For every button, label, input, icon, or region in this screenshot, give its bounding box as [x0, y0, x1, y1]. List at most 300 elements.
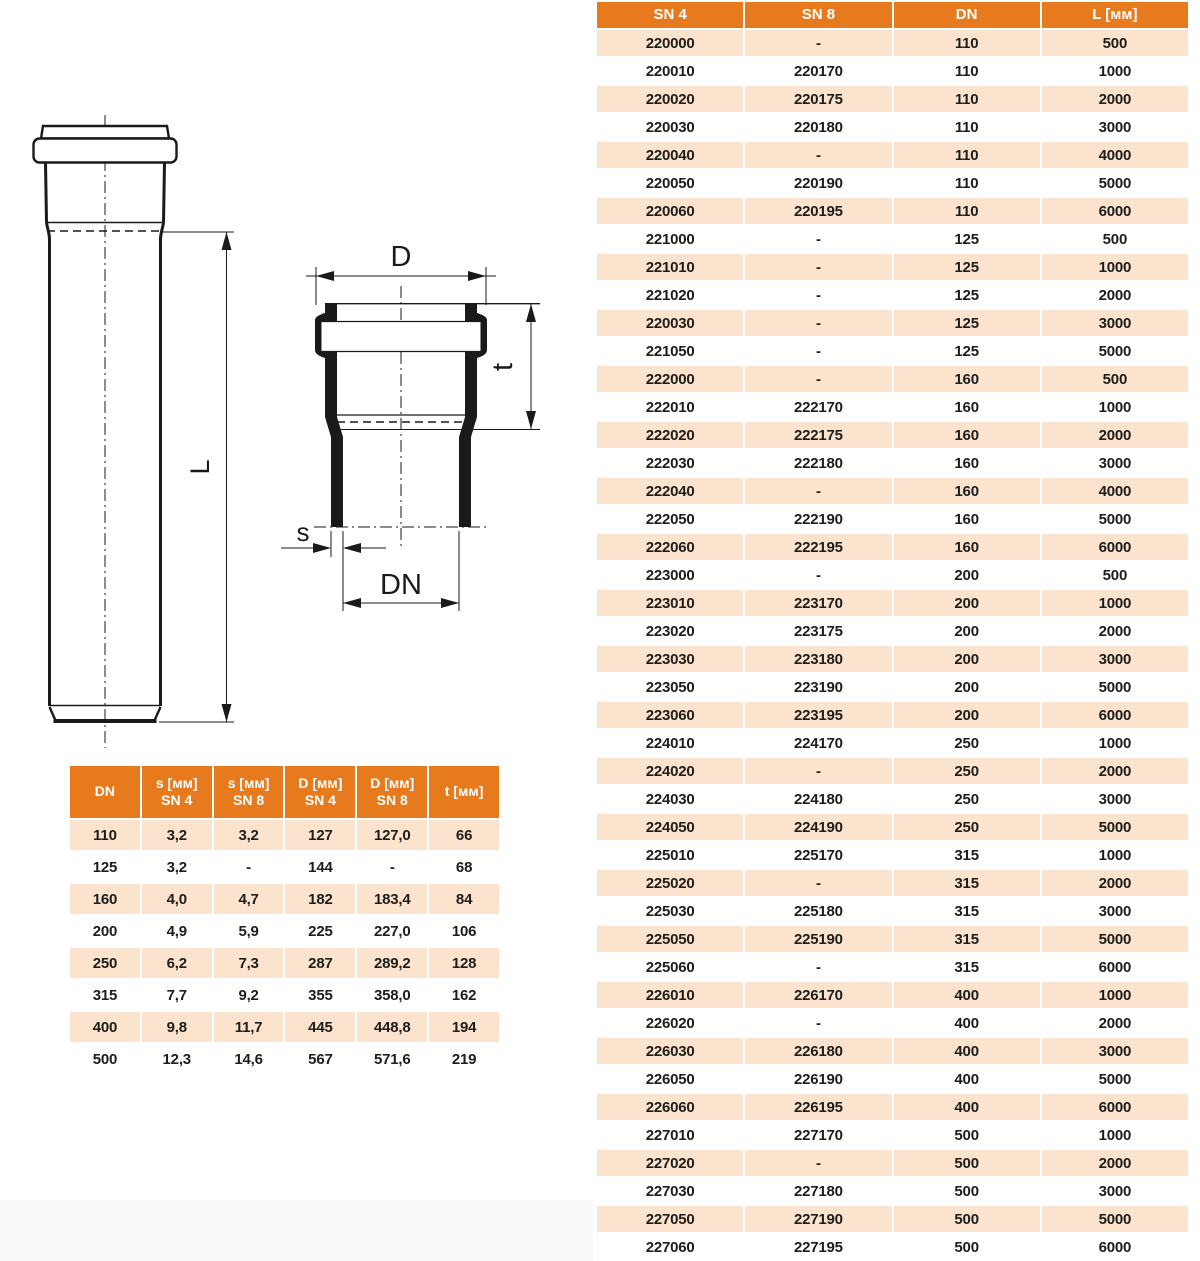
wall-thickness-label: s: [296, 517, 310, 547]
table-cell: 400: [894, 1038, 1040, 1064]
table-cell: 226020: [645, 1014, 695, 1032]
table-cell: 315: [92, 986, 118, 1004]
table-row: [597, 702, 1188, 728]
table-row: [597, 282, 1188, 308]
table-cell: -: [815, 1014, 821, 1032]
table-row: [597, 814, 1188, 840]
table-cell: 500: [954, 1126, 979, 1144]
table-cell: 225180: [793, 902, 843, 920]
table-cell: 110: [70, 820, 140, 850]
table-cell: 315: [894, 926, 1040, 952]
arrowhead-right: [441, 598, 459, 608]
length-label: L: [185, 459, 215, 475]
table-cell: 160: [954, 510, 979, 528]
table-cell: 3000: [1098, 1182, 1132, 1200]
column-header: t [мм]: [429, 766, 499, 818]
table-cell: 227050: [597, 1206, 743, 1232]
table-cell: 226050: [645, 1070, 695, 1088]
table-cell: 221020: [645, 286, 695, 304]
table-cell: 220000: [597, 30, 743, 56]
table-cell: 225010: [645, 846, 695, 864]
table-row: [597, 58, 1188, 84]
table-cell: 125: [92, 858, 118, 876]
arrowhead-right: [468, 271, 486, 281]
table-cell: 400: [894, 1094, 1040, 1120]
table-cell: 110: [894, 30, 1040, 56]
table-row: [597, 842, 1188, 868]
table-cell: 160: [70, 884, 140, 914]
table-cell: 223050: [645, 678, 695, 696]
table-row: [597, 198, 1188, 224]
table-cell: 200: [894, 590, 1040, 616]
table-cell: 160: [954, 398, 979, 416]
table-cell: 4,0: [142, 884, 212, 914]
table-cell: 224170: [793, 734, 843, 752]
table-cell: 223010: [597, 590, 743, 616]
table-cell: 6000: [1042, 1094, 1188, 1120]
table-cell: 225020: [597, 870, 743, 896]
table-row: [597, 366, 1188, 392]
table-cell: 226010: [597, 982, 743, 1008]
table-cell: 7,7: [166, 986, 187, 1004]
table-cell: -: [389, 858, 395, 876]
table-cell: 222020: [597, 422, 743, 448]
table-cell: 400: [70, 1012, 140, 1042]
table-cell: 4,9: [166, 922, 187, 940]
table-row: [70, 820, 499, 850]
table-cell: 9,2: [238, 986, 259, 1004]
table-cell: -: [745, 870, 891, 896]
table-row: [597, 254, 1188, 280]
table-row: [597, 870, 1188, 896]
arrowhead-right: [313, 543, 331, 553]
table-cell: 250: [954, 734, 979, 752]
table-row: [597, 1234, 1188, 1260]
arrowhead-down: [222, 704, 232, 722]
table-row: [597, 506, 1188, 532]
table-cell: 6,2: [142, 948, 212, 978]
table-row: [597, 1038, 1188, 1064]
table-cell: 400: [894, 982, 1040, 1008]
table-cell: 225170: [793, 846, 843, 864]
table-cell: 567: [308, 1050, 333, 1068]
table-cell: 160: [894, 478, 1040, 504]
table-cell: 226030: [597, 1038, 743, 1064]
table-cell: 571,6: [373, 1050, 411, 1068]
column-header: DN: [894, 2, 1040, 28]
table-cell: 355: [308, 986, 333, 1004]
table-cell: 223060: [597, 702, 743, 728]
gasket-groove: [322, 322, 481, 352]
table-cell: -: [745, 366, 891, 392]
table-cell: 500: [1042, 30, 1188, 56]
table-cell: 110: [954, 174, 979, 192]
catalog-body: [597, 30, 1188, 1260]
table-row: [597, 310, 1188, 336]
table-cell: 222030: [645, 454, 695, 472]
table-cell: -: [745, 1150, 891, 1176]
table-cell: -: [815, 566, 821, 584]
table-cell: 225030: [645, 902, 695, 920]
table-cell: 9,8: [142, 1012, 212, 1042]
table-cell: 220020: [597, 86, 743, 112]
table-cell: 500: [1102, 566, 1128, 584]
table-cell: 400: [954, 1014, 979, 1032]
table-cell: 223020: [645, 622, 695, 640]
table-cell: 227195: [793, 1238, 843, 1256]
table-cell: 223195: [745, 702, 891, 728]
table-cell: 222170: [793, 398, 843, 416]
arrowhead-up: [526, 304, 536, 322]
table-cell: 5000: [1098, 510, 1132, 528]
table-cell: 182: [285, 884, 355, 914]
table-row: [70, 884, 499, 914]
socket-rim: [41, 126, 169, 139]
arrowhead-up: [222, 232, 232, 250]
table-row: [597, 954, 1188, 980]
column-header: D [мм] SN 4: [285, 766, 355, 818]
table-cell: 200: [954, 678, 979, 696]
table-cell: 2000: [1098, 1014, 1132, 1032]
column-header: DN: [70, 766, 140, 818]
arrowhead-down: [526, 411, 536, 429]
table-cell: 227010: [645, 1126, 695, 1144]
table-cell: 200: [92, 922, 118, 940]
table-row: [597, 1122, 1188, 1148]
table-cell: 222195: [745, 534, 891, 560]
table-cell: -: [815, 342, 821, 360]
table-cell: 222175: [745, 422, 891, 448]
table-cell: 127,0: [357, 820, 427, 850]
table-row: [597, 618, 1188, 644]
table-cell: 220030: [597, 310, 743, 336]
table-cell: 226180: [745, 1038, 891, 1064]
table-cell: 221000: [645, 230, 695, 248]
table-row: [597, 30, 1188, 56]
column-header: s [мм] SN 8: [214, 766, 284, 818]
table-cell: -: [815, 230, 821, 248]
table-cell: -: [745, 30, 891, 56]
table-cell: 1000: [1042, 254, 1188, 280]
table-cell: -: [745, 310, 891, 336]
table-cell: 500: [1102, 230, 1128, 248]
table-row: [597, 338, 1188, 364]
table-cell: 3000: [1042, 646, 1188, 672]
table-row: [597, 142, 1188, 168]
footer-band: [0, 1200, 593, 1261]
table-cell: 222000: [597, 366, 743, 392]
outer-diameter-label: D: [390, 241, 412, 273]
table-cell: 315: [954, 902, 979, 920]
table-cell: 110: [894, 86, 1040, 112]
table-cell: 227190: [745, 1206, 891, 1232]
table-cell: 224010: [645, 734, 695, 752]
table-cell: 160: [894, 366, 1040, 392]
table-cell: 6000: [1098, 958, 1132, 976]
table-cell: -: [745, 478, 891, 504]
table-cell: 200: [954, 566, 979, 584]
table-row: [597, 1206, 1188, 1232]
table-cell: 220170: [793, 62, 843, 80]
table-cell: 127: [285, 820, 355, 850]
table-cell: 125: [954, 230, 979, 248]
table-cell: -: [815, 958, 821, 976]
table-cell: 110: [954, 62, 979, 80]
table-cell: 5000: [1042, 1206, 1188, 1232]
table-cell: 3000: [1042, 1038, 1188, 1064]
table-row: [597, 1150, 1188, 1176]
table-cell: 194: [429, 1012, 499, 1042]
column-header: SN 4: [597, 2, 743, 28]
nominal-diameter-label: DN: [380, 569, 422, 601]
table-cell: 4000: [1042, 142, 1188, 168]
table-cell: 2000: [1098, 622, 1132, 640]
table-row: [597, 982, 1188, 1008]
table-row: [597, 170, 1188, 196]
table-cell: 6000: [1098, 1238, 1132, 1256]
table-cell: 227060: [645, 1238, 695, 1256]
table-row: [70, 916, 499, 946]
table-cell: 84: [429, 884, 499, 914]
column-header: L [мм]: [1042, 2, 1188, 28]
table-row: [70, 948, 499, 978]
table-cell: 2000: [1098, 286, 1132, 304]
table-row: [597, 926, 1188, 952]
table-cell: 6000: [1042, 534, 1188, 560]
table-cell: 287: [285, 948, 355, 978]
table-cell: 11,7: [214, 1012, 284, 1042]
table-cell: 225050: [597, 926, 743, 952]
table-cell: 226170: [745, 982, 891, 1008]
socket-depth-label: t: [487, 362, 519, 372]
table-cell: 160: [954, 454, 979, 472]
table-cell: 110: [894, 142, 1040, 168]
product-codes-table: [595, 0, 1190, 1261]
dimensions-body: [70, 820, 499, 1074]
table-row: [597, 1094, 1188, 1120]
table-cell: 226060: [597, 1094, 743, 1120]
table-cell: 221050: [645, 342, 695, 360]
table-cell: 220060: [597, 198, 743, 224]
table-cell: 3,2: [166, 858, 187, 876]
table-cell: 1000: [1098, 734, 1132, 752]
table-cell: 1000: [1098, 1126, 1132, 1144]
table-cell: 110: [954, 118, 979, 136]
table-cell: 106: [451, 922, 477, 940]
table-row: [70, 852, 499, 882]
table-cell: 6000: [1042, 702, 1188, 728]
table-cell: 125: [894, 310, 1040, 336]
table-cell: 221010: [597, 254, 743, 280]
table-cell: -: [246, 858, 251, 876]
arrowhead-left: [316, 271, 334, 281]
table-row: [597, 422, 1188, 448]
table-cell: 500: [894, 1206, 1040, 1232]
table-row: [597, 226, 1188, 252]
table-row: [597, 478, 1188, 504]
table-row: [597, 562, 1188, 588]
table-cell: 2000: [1042, 1150, 1188, 1176]
table-cell: 7,3: [214, 948, 284, 978]
table-cell: 220010: [645, 62, 695, 80]
table-row: [70, 1044, 499, 1074]
table-cell: 358,0: [373, 986, 411, 1004]
table-cell: 3,2: [214, 820, 284, 850]
table-cell: 5,9: [238, 922, 259, 940]
table-cell: 222180: [793, 454, 843, 472]
table-cell: 224190: [745, 814, 891, 840]
table-cell: 5000: [1098, 678, 1132, 696]
table-cell: 3,2: [142, 820, 212, 850]
table-cell: 14,6: [234, 1050, 263, 1068]
table-cell: 200: [894, 646, 1040, 672]
table-cell: -: [745, 254, 891, 280]
table-row: [597, 86, 1188, 112]
table-row: [597, 1178, 1188, 1204]
table-cell: 227170: [793, 1126, 843, 1144]
table-cell: 3000: [1098, 118, 1132, 136]
table-cell: 200: [954, 622, 979, 640]
table-row: [597, 114, 1188, 140]
table-cell: 6000: [1042, 198, 1188, 224]
table-cell: -: [745, 142, 891, 168]
table-cell: 250: [954, 790, 979, 808]
table-cell: 223180: [745, 646, 891, 672]
table-row: [597, 1066, 1188, 1092]
table-cell: 225060: [645, 958, 695, 976]
table-cell: 223170: [745, 590, 891, 616]
table-cell: 144: [308, 858, 333, 876]
table-cell: 500: [954, 1238, 979, 1256]
table-cell: 222010: [645, 398, 695, 416]
table-cell: 219: [451, 1050, 477, 1068]
table-cell: 183,4: [357, 884, 427, 914]
gasket-ring: [34, 139, 177, 163]
table-row: [70, 980, 499, 1010]
table-cell: 2000: [1042, 422, 1188, 448]
table-cell: 160: [894, 534, 1040, 560]
table-cell: 4000: [1042, 478, 1188, 504]
column-header: SN 8: [745, 2, 891, 28]
table-cell: 5000: [1098, 174, 1132, 192]
table-row: [597, 590, 1188, 616]
table-cell: 315: [894, 870, 1040, 896]
table-cell: 222050: [645, 510, 695, 528]
socket-section-figure: [268, 228, 570, 642]
table-cell: 128: [429, 948, 499, 978]
table-cell: 1000: [1098, 398, 1132, 416]
catalog-header-row: [597, 2, 1188, 28]
table-cell: 227,0: [373, 922, 411, 940]
table-cell: 223175: [793, 622, 843, 640]
table-cell: 224050: [597, 814, 743, 840]
table-cell: 223190: [793, 678, 843, 696]
table-cell: 500: [894, 1150, 1040, 1176]
table-cell: 2000: [1042, 870, 1188, 896]
table-cell: 4,7: [214, 884, 284, 914]
table-cell: 224180: [793, 790, 843, 808]
table-cell: 110: [894, 198, 1040, 224]
arrowhead-left: [343, 543, 361, 553]
column-header: D [мм] SN 8: [357, 766, 427, 818]
table-cell: 500: [1042, 366, 1188, 392]
dimensions-table: [68, 764, 501, 1076]
table-row: [597, 646, 1188, 672]
table-cell: 250: [894, 758, 1040, 784]
table-cell: 220040: [597, 142, 743, 168]
table-cell: 1000: [1042, 982, 1188, 1008]
table-cell: 315: [954, 958, 979, 976]
table-cell: 2000: [1042, 86, 1188, 112]
table-cell: 220175: [745, 86, 891, 112]
table-row: [70, 1012, 499, 1042]
table-cell: 227020: [597, 1150, 743, 1176]
table-cell: 125: [894, 254, 1040, 280]
table-cell: 3000: [1098, 902, 1132, 920]
table-cell: 226190: [793, 1070, 843, 1088]
table-cell: 3000: [1098, 454, 1132, 472]
table-cell: 68: [455, 858, 473, 876]
table-row: [597, 730, 1188, 756]
table-cell: 500: [954, 1182, 979, 1200]
table-cell: 162: [451, 986, 477, 1004]
table-cell: 222190: [793, 510, 843, 528]
table-cell: 445: [285, 1012, 355, 1042]
table-cell: 220195: [745, 198, 891, 224]
table-cell: 250: [70, 948, 140, 978]
table-row: [597, 394, 1188, 420]
table-cell: 400: [954, 1070, 979, 1088]
table-cell: -: [745, 758, 891, 784]
table-cell: 225190: [745, 926, 891, 952]
table-row: [597, 534, 1188, 560]
table-row: [597, 758, 1188, 784]
table-cell: 289,2: [357, 948, 427, 978]
pipe-side-view-figure: [20, 108, 240, 756]
table-cell: 223030: [597, 646, 743, 672]
table-row: [597, 450, 1188, 476]
table-cell: 3000: [1042, 310, 1188, 336]
table-cell: 315: [954, 846, 979, 864]
table-cell: 500: [92, 1050, 118, 1068]
table-cell: 1000: [1098, 846, 1132, 864]
table-cell: 225: [308, 922, 333, 940]
table-cell: 220050: [645, 174, 695, 192]
table-cell: 5000: [1098, 1070, 1132, 1088]
table-cell: 1000: [1098, 62, 1132, 80]
table-cell: 5000: [1042, 814, 1188, 840]
table-cell: 125: [954, 342, 979, 360]
table-cell: 220030: [645, 118, 695, 136]
table-cell: 222040: [597, 478, 743, 504]
table-cell: 223000: [645, 566, 695, 584]
table-cell: 227180: [793, 1182, 843, 1200]
table-cell: 222060: [597, 534, 743, 560]
table-cell: 160: [894, 422, 1040, 448]
table-cell: 5000: [1098, 342, 1132, 360]
column-header: s [мм] SN 4: [142, 766, 212, 818]
table-row: [597, 786, 1188, 812]
arrowhead-left: [343, 598, 361, 608]
table-cell: 1000: [1042, 590, 1188, 616]
table-cell: 224020: [597, 758, 743, 784]
table-cell: 12,3: [162, 1050, 191, 1068]
table-cell: 226195: [745, 1094, 891, 1120]
table-cell: 448,8: [357, 1012, 427, 1042]
table-cell: -: [815, 286, 821, 304]
table-cell: 250: [894, 814, 1040, 840]
table-cell: 220190: [793, 174, 843, 192]
